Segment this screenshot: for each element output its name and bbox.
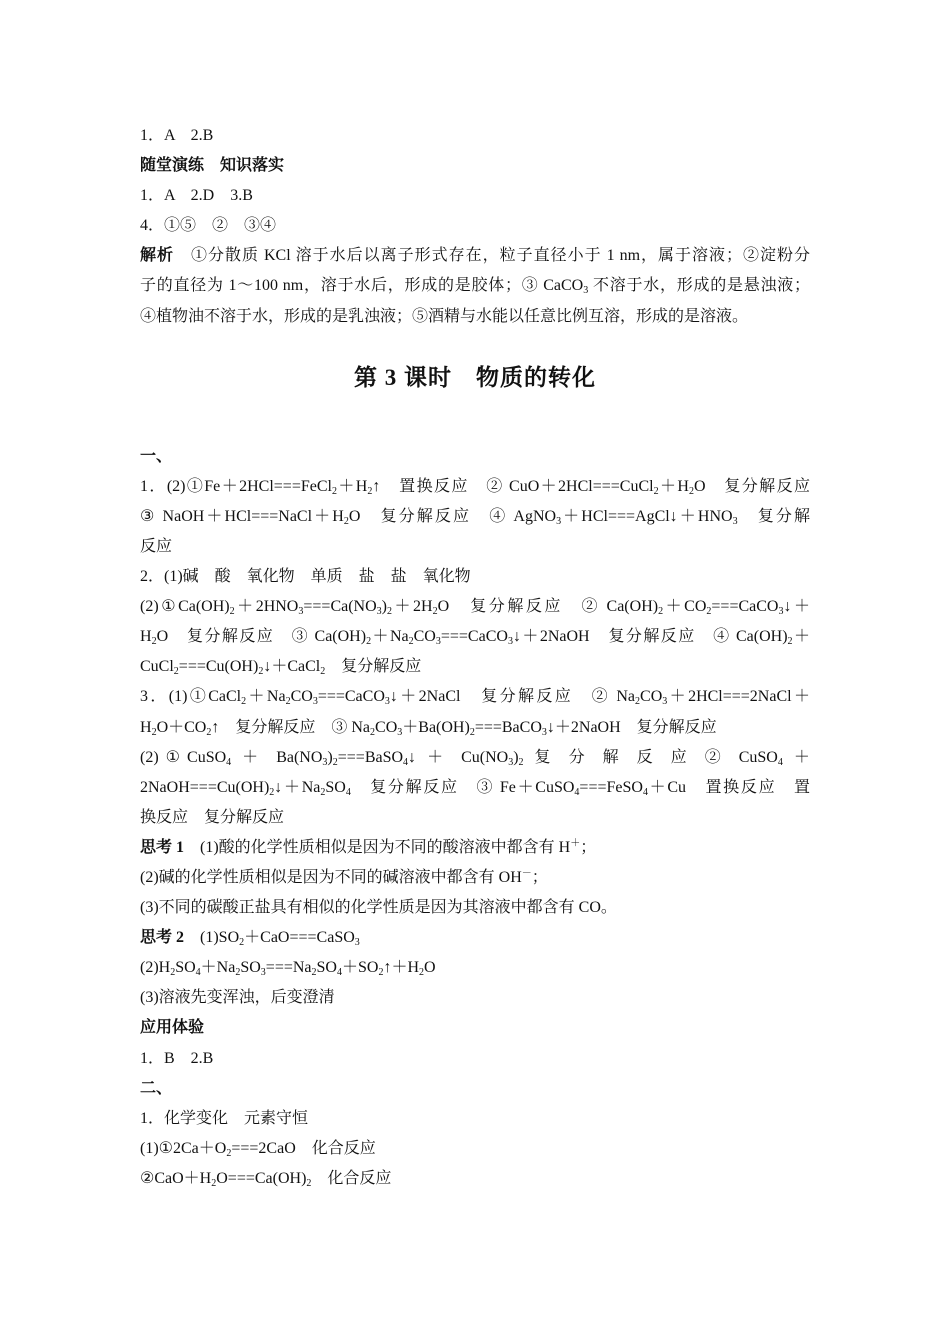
text: (2)碱的化学性质相似是因为不同的碱溶液中都含有 OH — [140, 868, 522, 886]
text: SO — [316, 959, 337, 977]
subscript: 2 — [239, 937, 245, 949]
subscript: 2 — [331, 485, 337, 497]
subscript: 3 — [583, 285, 589, 297]
analysis-line — [140, 271, 810, 301]
answer-line — [140, 652, 810, 682]
subscript: 2 — [269, 786, 275, 798]
text: 2．(1)碱 酸 氧化物 单质 盐 盐 氧化物 — [140, 568, 471, 586]
text: 换反应 复分解反应 — [140, 808, 285, 826]
subscript: 3 — [322, 756, 328, 768]
answer-line — [140, 713, 810, 743]
text: ＋SO — [341, 959, 379, 977]
text: 第 3 课时 物质的转化 — [354, 364, 596, 390]
text: O 复分解反应 ③ Ca(OH) — [156, 628, 367, 646]
text: 1．A 2.B — [140, 127, 214, 144]
text: 不溶于水，形成的是悬浊液； — [588, 277, 810, 295]
subscript: 4 — [574, 786, 580, 798]
think-line — [140, 983, 810, 1013]
subscript: 3 — [312, 696, 318, 708]
subscript: 2 — [343, 515, 349, 527]
answer-line — [140, 181, 810, 211]
text: ===FeSO — [579, 778, 643, 796]
text: 随堂演练 知识落实 — [140, 157, 285, 175]
answer-line — [140, 682, 810, 712]
text: O 复分解反应 — [693, 477, 810, 495]
subscript: 2 — [151, 636, 157, 648]
text: 一、 — [140, 447, 173, 465]
analysis-line — [140, 241, 810, 271]
subscript: 4 — [195, 967, 201, 979]
text: CO — [413, 628, 436, 646]
think-line — [140, 863, 810, 893]
think-line — [140, 923, 810, 953]
text: 二、 — [140, 1079, 173, 1097]
answer-line — [140, 532, 810, 562]
text: ④植物油不溶于水，形成的是乳浊液；⑤酒精与水能以任意比例互溶，形成的是溶液。 — [140, 307, 749, 325]
answer-line — [140, 1134, 810, 1164]
superscript: ＋ — [570, 837, 581, 849]
text: 分 — [568, 748, 592, 766]
text: ↓＋2NaOH 复分解反应 — [546, 718, 717, 736]
subscript: 3 — [384, 696, 390, 708]
subscript: 2 — [151, 726, 157, 738]
text: (3)不同的碳酸正盐具有相似的化学性质是因为其溶液中都含有 CO。 — [140, 899, 617, 917]
subscript: 3 — [354, 937, 360, 949]
text: ↓＋ — [783, 598, 811, 616]
text: 复分解反应 — [325, 658, 422, 676]
document-content — [140, 121, 810, 1194]
text: ↓＋2NaCl 复分解反应 ② Na — [389, 688, 636, 706]
subscript: 2 — [367, 485, 373, 497]
text: 子的直径为 1～100 nm，溶于水后，形成的是胶体；③ CaCO — [140, 277, 584, 295]
text: ＋ — [792, 628, 810, 646]
think-line — [140, 953, 810, 983]
analysis-line — [140, 302, 810, 332]
lesson-title — [140, 342, 810, 414]
text: ＋Ba(OH) — [402, 718, 470, 736]
answer-line — [140, 743, 810, 773]
subscript: 2 — [285, 696, 291, 708]
subscript: 3 — [260, 967, 266, 979]
answer-line — [140, 121, 810, 151]
think-label: 思考 2 — [140, 929, 185, 947]
text: 复 — [534, 748, 558, 766]
answer-line — [140, 1164, 810, 1194]
answer-line — [140, 502, 810, 532]
subscript: 2 — [378, 967, 384, 979]
text: ↓＋Na — [274, 778, 321, 796]
text: ＋Na — [200, 959, 236, 977]
answer-line — [140, 562, 810, 592]
text: 反应 — [140, 537, 173, 555]
text: ＋ — [242, 748, 266, 766]
text: ===CaCO — [440, 628, 508, 646]
text: O===Ca(OH) — [216, 1169, 307, 1187]
subscript: 4 — [226, 756, 232, 768]
text: CuCl — [140, 658, 174, 676]
text: 复分解反应 ③ Fe＋CuSO — [350, 778, 575, 796]
subscript: 2 — [653, 485, 659, 497]
text: ===BaCO — [474, 718, 542, 736]
text: 1．化学变化 元素守恒 — [140, 1109, 309, 1127]
subscript: 4 — [642, 786, 648, 798]
subscript: 2 — [170, 967, 176, 979]
subscript: 2 — [206, 726, 212, 738]
subscript: 2 — [787, 636, 793, 648]
subscript: 2 — [173, 666, 179, 678]
text: ＋2H — [391, 598, 433, 616]
text: ＋Na — [246, 688, 286, 706]
subscript: 2 — [320, 666, 326, 678]
text: ) — [327, 748, 333, 766]
text: (2)①CuSO — [140, 748, 227, 766]
subscript: 2 — [241, 696, 247, 708]
subscript: 2 — [408, 636, 414, 648]
subscript: 2 — [432, 606, 438, 618]
subscript: 3 — [732, 515, 738, 527]
text: O 复分解反应 ② Ca(OH) — [437, 598, 659, 616]
subscript: 2 — [229, 606, 235, 618]
subscript: 2 — [386, 606, 392, 618]
think-label: 思考 1 — [140, 838, 185, 856]
text: ) — [381, 598, 387, 616]
text: 反 — [636, 748, 660, 766]
text: ===CaCO — [711, 598, 779, 616]
answer-line — [140, 472, 810, 502]
text: ； — [531, 868, 548, 886]
text: ) — [513, 748, 519, 766]
subscript: 3 — [397, 726, 403, 738]
text: ＋ — [427, 748, 451, 766]
text: ↓＋CaCl — [263, 658, 321, 676]
text: ===Ca(NO — [303, 598, 377, 616]
subscript: 4 — [336, 967, 342, 979]
subscript: 3 — [508, 756, 514, 768]
subscript: 2 — [635, 696, 641, 708]
answer-line — [140, 803, 810, 833]
subscript: 2 — [366, 636, 372, 648]
superscript: － — [521, 867, 532, 879]
text: ===BaSO — [337, 748, 404, 766]
text: ===Cu(OH) — [178, 658, 259, 676]
subscript: 2 — [235, 967, 241, 979]
text: Cu(NO — [461, 748, 509, 766]
text: ②CaO＋H — [140, 1169, 212, 1187]
text: 复分解 — [737, 507, 810, 525]
text: ＋ — [793, 748, 810, 766]
subscript: 2 — [469, 726, 475, 738]
section-heading — [140, 442, 810, 472]
subscript: 2 — [211, 1177, 217, 1189]
subscript: 2 — [370, 726, 376, 738]
text: O 复分解反应 ④ AgNO — [348, 507, 557, 525]
answer-line — [140, 592, 810, 622]
text: (1)SO — [184, 929, 240, 947]
text: 4．①⑤ ② ③④ — [140, 217, 277, 235]
subscript: 2 — [258, 666, 264, 678]
text: ↑ 置换反应 ② CuO＋2HCl===CuCl — [372, 477, 654, 495]
text: (1)①2Ca＋O — [140, 1139, 227, 1157]
text: 化合反应 — [311, 1169, 392, 1187]
text: ↑ 复分解反应 ③ Na — [211, 718, 371, 736]
text: ＋Cu 置换反应 置 — [647, 778, 810, 796]
analysis-label: 解析 — [140, 247, 174, 265]
section-heading — [140, 1013, 810, 1043]
text: ③ NaOH＋HCl===NaCl＋H — [140, 507, 344, 525]
text: ===CaCO — [317, 688, 385, 706]
text: ； — [580, 838, 597, 856]
text: ＋H — [336, 477, 368, 495]
subscript: 2 — [226, 1147, 232, 1159]
section-heading — [140, 1074, 810, 1104]
think-line — [140, 893, 810, 923]
text: O — [424, 959, 436, 977]
subscript: 2 — [688, 485, 694, 497]
subscript: 3 — [662, 696, 668, 708]
text: CO — [640, 688, 663, 706]
subscript: 4 — [777, 756, 783, 768]
subscript: 3 — [298, 606, 304, 618]
text: ② — [704, 748, 728, 766]
text: ===Na — [265, 959, 312, 977]
text: ＋2HCl===2NaCl＋ — [667, 688, 810, 706]
answer-line — [140, 1044, 810, 1074]
answer-line — [140, 1104, 810, 1134]
text: H — [140, 718, 152, 736]
text: 2NaOH===Cu(OH) — [140, 778, 270, 796]
text: ===2CaO 化合反应 — [231, 1139, 376, 1157]
text: SO — [325, 778, 346, 796]
text: ＋HCl===AgCl↓＋HNO — [561, 507, 733, 525]
subscript: 4 — [345, 786, 351, 798]
text: O＋CO — [156, 718, 207, 736]
text: (2)H — [140, 959, 171, 977]
text: Ba(NO — [276, 748, 323, 766]
answer-line — [140, 622, 810, 652]
text: CO — [375, 718, 398, 736]
think-line — [140, 833, 810, 863]
text: ＋Na — [371, 628, 409, 646]
text: ↓＋2NaOH 复分解反应 ④ Ca(OH) — [512, 628, 788, 646]
text: 解 — [602, 748, 626, 766]
subscript: 2 — [306, 1177, 312, 1189]
text: 1．A 2.D 3.B — [140, 187, 253, 205]
subscript: 2 — [706, 606, 712, 618]
text: ①分散质 KCl 溶于水后以离子形式存在，粒子直径小于 1 nm，属于溶液；②淀粉分 — [174, 247, 810, 265]
text: CO — [290, 688, 313, 706]
text: (3)溶液先变浑浊，后变澄清 — [140, 989, 335, 1007]
text: ＋2HNO — [234, 598, 299, 616]
subscript: 2 — [419, 967, 425, 979]
subscript: 2 — [320, 786, 326, 798]
text: ＋H — [658, 477, 689, 495]
text: (2)①Ca(OH) — [140, 598, 230, 616]
text: SO — [175, 959, 196, 977]
text: 应 — [670, 748, 694, 766]
subscript: 3 — [435, 636, 441, 648]
text: (1)酸的化学性质相似是因为不同的酸溶液中都含有 H — [184, 838, 571, 856]
subscript: 3 — [541, 726, 547, 738]
subscript: 3 — [778, 606, 784, 618]
answer-line — [140, 773, 810, 803]
text: H — [140, 628, 152, 646]
text: CuSO — [738, 748, 778, 766]
answer-line — [140, 211, 810, 241]
section-heading — [140, 151, 810, 181]
text: SO — [240, 959, 261, 977]
subscript: 2 — [518, 756, 524, 768]
subscript: 4 — [403, 756, 409, 768]
subscript: 2 — [311, 967, 317, 979]
text: 应用体验 — [140, 1019, 205, 1037]
text: ＋CaO===CaSO — [244, 929, 355, 947]
text: ↑＋H — [383, 959, 420, 977]
text: ＋CO — [663, 598, 707, 616]
subscript: 2 — [658, 606, 664, 618]
subscript: 3 — [556, 515, 562, 527]
text: 1．B 2.B — [140, 1049, 214, 1067]
subscript: 3 — [376, 606, 382, 618]
subscript: 2 — [332, 756, 338, 768]
text: 1．(2)①Fe＋2HCl===FeCl — [140, 477, 332, 495]
text: ↓ — [408, 748, 417, 766]
text: 3．(1)①CaCl — [140, 688, 242, 706]
subscript: 3 — [507, 636, 513, 648]
